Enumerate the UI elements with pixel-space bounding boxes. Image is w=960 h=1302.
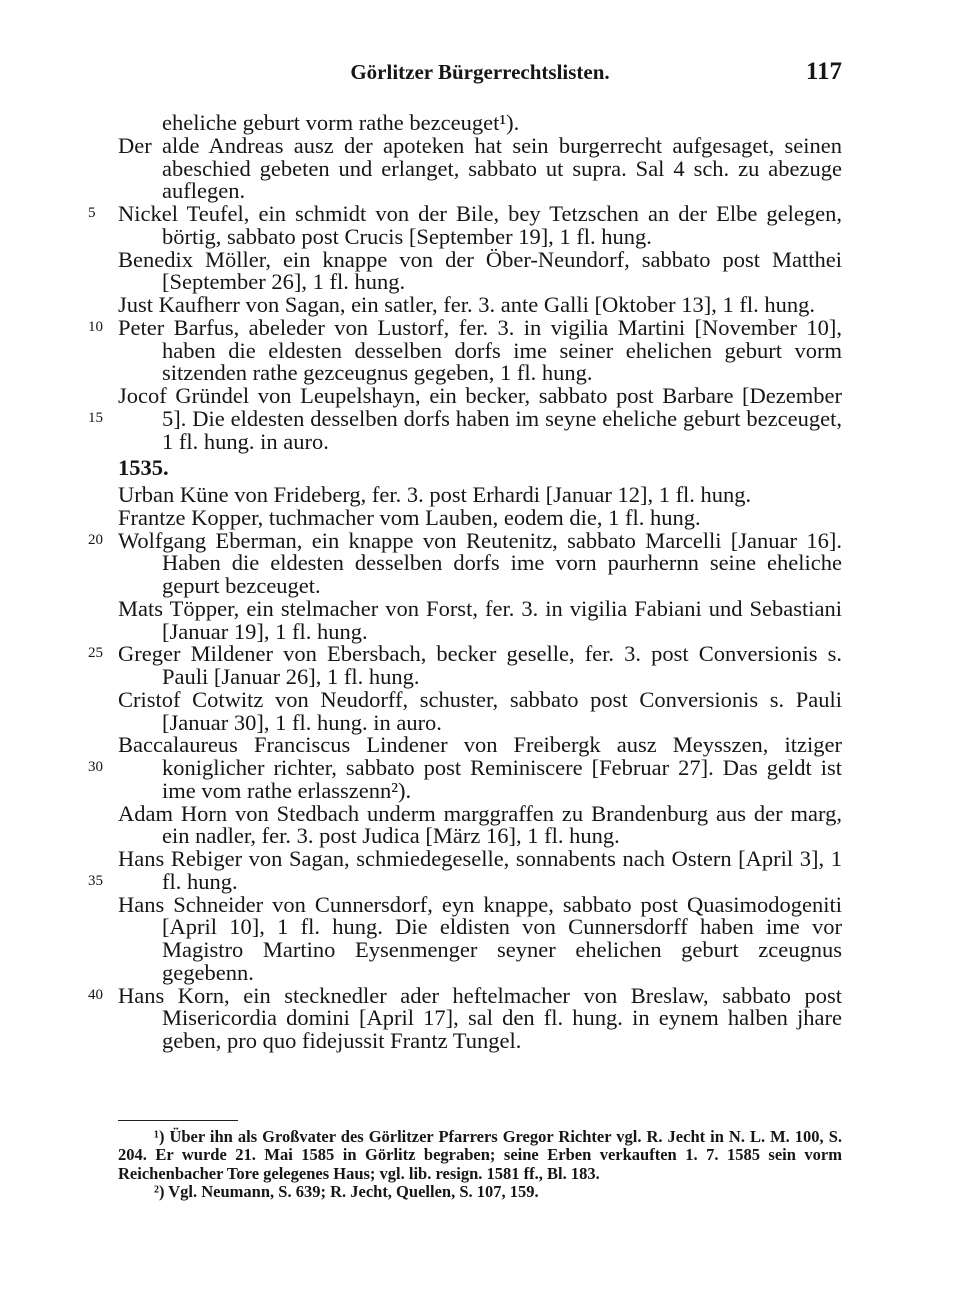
page-header [118,60,842,92]
entry-paragraph: Wolfgang Eberman, ein knappe von Reutenitz, sabbato Marcelli [Januar 16]. Haben die eldesten desselben dorfs ime vorn paurhernn seine eheliche gepurt bezceuget. [118,527,842,598]
entry-paragraph: Hans Schneider von Cunnersdorf, eyn knappe, sabbato post Quasimodogeniti [April 10], 1 fl. hung. Die eldisten von Cunnersdorff haben ime vor Magistro Martino Eysenmenger seyner ehelichen geburt zceugnus gegebenn. [118,891,842,985]
line-number: 35 [88,873,103,889]
entry-block [88,641,842,689]
entry-paragraph: Cristof Cotwitz von Neudorff, schuster, sabbato post Conversionis s. Pauli [Januar 30], 1 fl. hung. in auro. [118,686,842,735]
entry-block [88,292,842,335]
entry-paragraph: Adam Horn von Stedbach underm marggraffen zu Brandenburg aus der marg, ein nadler, fer. 3. post Judica [März 16], 1 fl. hung. [118,800,842,849]
entry-block [88,846,842,894]
entry-paragraph: Greger Mildener von Ebersbach, becker geselle, fer. 3. post Conversionis s. Pauli [Januar 26], 1 fl. hung. [118,641,842,689]
year-heading: 1535. [118,455,169,481]
line-number: 20 [88,531,103,548]
entry-paragraph: Jocof Gründel von Leupelshayn, ein becker, sabbato post Barbare [Dezember 5]. Die eldesten desselben dorfs haben im seyne eheliche geburt bezceuget, 1 fl. hung. in auro. [118,383,842,454]
entry-paragraph: eheliche geburt vorm rathe bezceuget¹). [162,110,520,135]
entry-paragraph: Mats Töpper, ein stelmacher von Forst, fer. 3. in vigilia Fabiani und Sebastiani [Januar 19], 1 fl. hung. [118,595,842,644]
entry-block [88,527,842,598]
entry-paragraph: Der alde Andreas ausz der apoteken hat sein burgerrecht aufgesaget, seinen abeschied gebeten und erlanget, sabbato ut supra. Sal 4 sch. zu abezuge auflegen. [118,132,842,204]
line-number: 15 [88,410,103,426]
line-number: 25 [88,645,103,662]
entry-paragraph: Baccalaureus Franciscus Lindener von Freibergk ausz Meysszen, itziger koniglicher richter, sabbato post Reminiscere [Februar 27]. Das geldt ist ime vom rathe erlasszenn²). [118,732,842,803]
line-number: 10 [88,319,103,335]
entry-block [88,383,842,454]
entry-paragraph: Hans Rebiger von Sagan, schmiedegeselle, sonnabents nach Ostern [April 3], 1 fl. hung. [118,846,842,894]
entry-block [88,732,842,803]
line-number: 40 [88,986,103,1003]
entry-paragraph: Nickel Teufel, ein schmidt von der Bile, bey Tetzschen an der Elbe gelegen, börtig, sabbato post Crucis [September 19], 1 fl. hung. [118,201,842,249]
entry-block [88,982,842,1053]
footnote: ¹) Über ihn als Großvater des Görlitzer Pfarrers Gregor Richter vgl. R. Jecht in N. L. M. 100, S. 204. Er wurde 21. Mai 1585 in Görlitz begraben; seine Erben verkauften 1. 7. 1585 sein vorm Reichenbacher Tore gelegenes Haus; vgl. lib. resign. 1581 ff., Bl. 183. [118,1127,842,1183]
entry-paragraph: Benedix Möller, ein knappe von der Öber-Neundorf, sabbato post Matthei [September 26], 1 fl. hung. [118,246,842,295]
footnote-rule [118,1120,238,1121]
page-number: 117 [805,58,842,85]
footnotes [118,1128,842,1201]
line-number: 30 [88,759,103,776]
entry-paragraph: Frantze Kopper, tuchmacher vom Lauben, eodem die, 1 fl. hung. [118,504,701,530]
footnote: ²) Vgl. Neumann, S. 639; R. Jecht, Quellen, S. 107, 159. [154,1181,539,1201]
entry-paragraph: Peter Barfus, abeleder von Lustorf, fer. 3. in vigilia Martini [November 10], haben die eldesten desselben dorfs ime seiner ehelichen geburt vorm sitzenden rathe gezceugnus gegeben, 1 fl. hung. [118,314,842,386]
entry-block [88,201,842,249]
entry-paragraph: Hans Korn, ein stecknedler ader heftelmacher von Breslaw, sabbato post Misericordia domini [April 17], sal den fl. hung. in eynem halben jhare geben, pro quo fidejussit Frantz Tungel. [118,982,842,1053]
entry-paragraph: Urban Küne von Frideberg, fer. 3. post Erhardi [Januar 12], 1 fl. hung. [118,482,752,507]
entry-paragraph: Just Kaufherr von Sagan, ein satler, fer. 3. ante Galli [Oktober 13], 1 fl. hung. [118,292,816,317]
running-title: Görlitzer Bürgerrechtslisten. [350,60,610,84]
line-number: 5 [88,205,96,221]
body-text [88,110,842,1053]
